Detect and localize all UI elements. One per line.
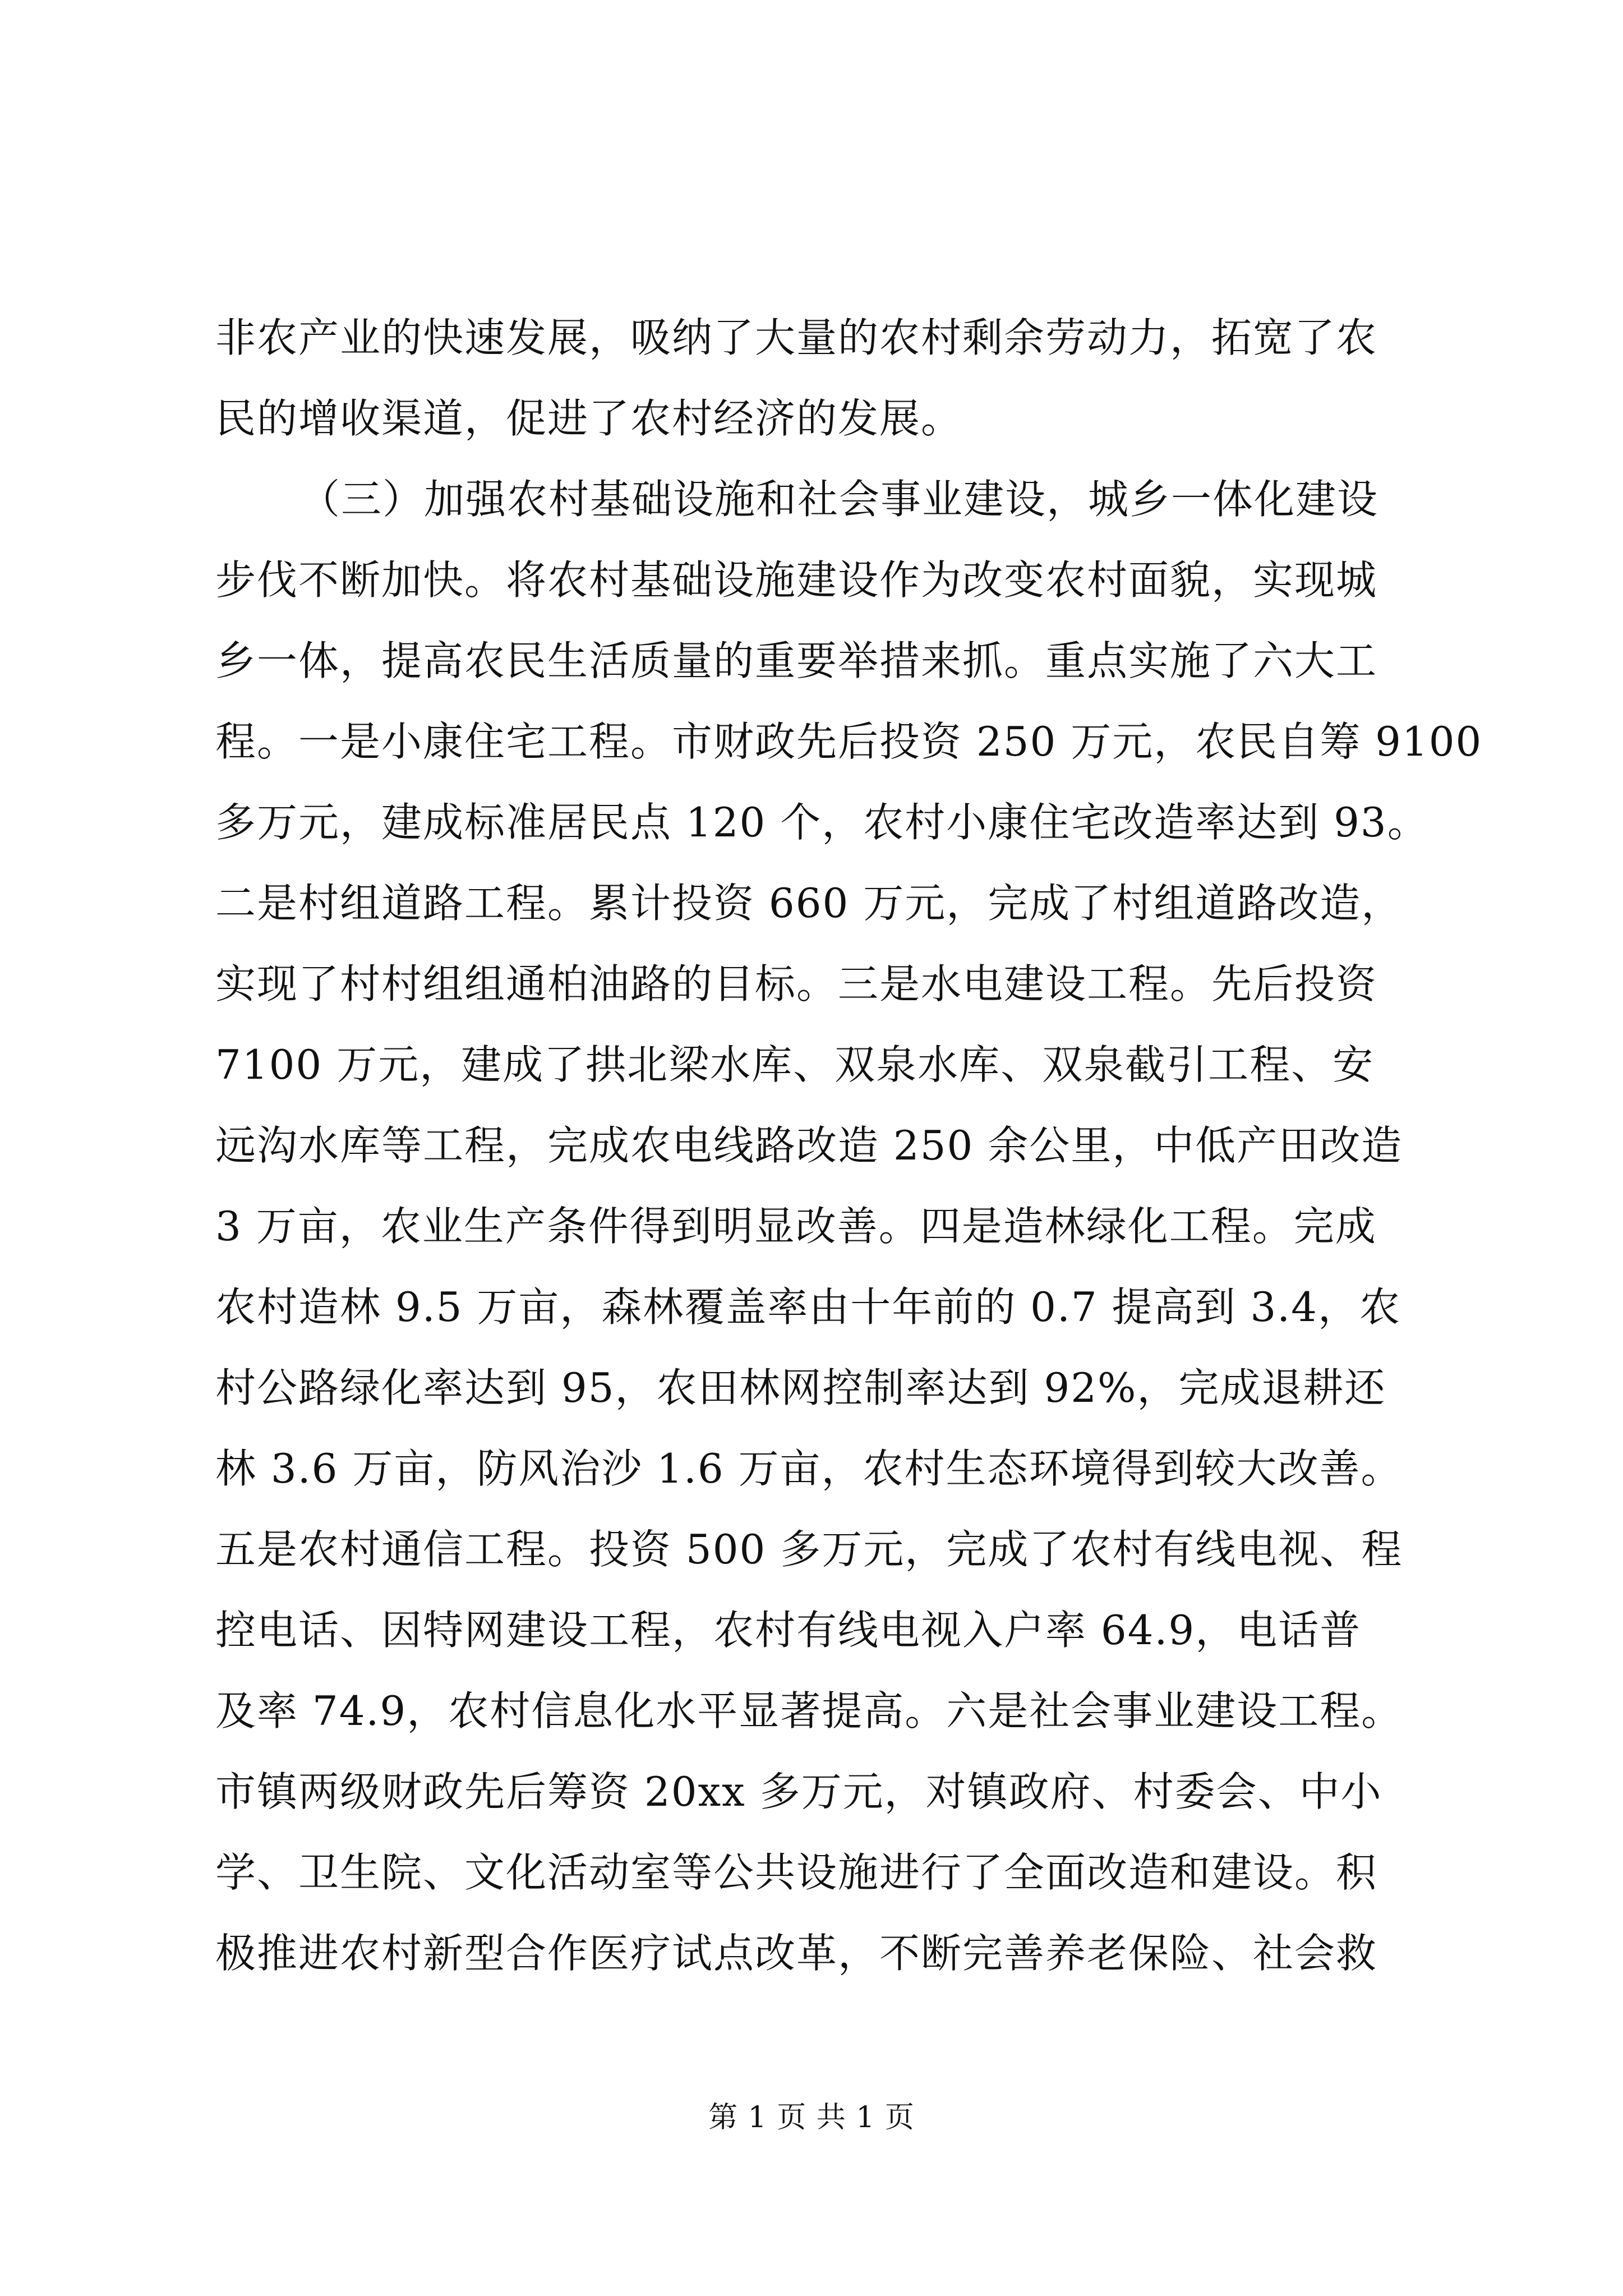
text-line-1: 非农产业的快速发展，吸纳了大量的农村剩余劳动力，拓宽了农 bbox=[215, 314, 1378, 361]
text-line-8: 二是村组道路工程。累计投资 660 万元，完成了村组道路改造， bbox=[215, 880, 1403, 927]
text-line-10: 7100 万元，建成了拱北梁水库、双泉水库、双泉截引工程、安 bbox=[215, 1041, 1375, 1088]
text-line-13: 农村造林 9.5 万亩，森林覆盖率由十年前的 0.7 提高到 3.4，农 bbox=[215, 1283, 1401, 1331]
section-heading-line: （三）加强农村基础设施和社会事业建设，城乡一体化建设 bbox=[299, 476, 1379, 523]
text-line-19: 市镇两级财政先后筹资 20xx 多万元，对镇政府、村委会、中小 bbox=[215, 1768, 1382, 1815]
text-line-18: 及率 74.9，农村信息化水平显著提高。六是社会事业建设工程。 bbox=[215, 1687, 1403, 1734]
text-line-14: 村公路绿化率达到 95，农田林网控制率达到 92%，完成退耕还 bbox=[215, 1364, 1386, 1411]
text-line-4: 步伐不断加快。将农村基础设施建设作为改变农村面貌，实现城 bbox=[215, 556, 1378, 604]
document-body bbox=[215, 297, 1483, 1994]
text-line-21: 极推进农村新型合作医疗试点改革，不断完善养老保险、社会救 bbox=[215, 1930, 1378, 1977]
text-line-7: 多万元，建成标准居民点 120 个，农村小康住宅改造率达到 93。 bbox=[215, 799, 1429, 846]
text-line-20: 学、卫生院、文化活动室等公共设施进行了全面改造和建设。积 bbox=[215, 1849, 1378, 1896]
page-number-footer: 第 1 页 共 1 页 bbox=[708, 2101, 915, 2134]
text-line-9: 实现了村村组组通柏油路的目标。三是水电建设工程。先后投资 bbox=[215, 960, 1378, 1007]
text-line-11: 远沟水库等工程，完成农电线路改造 250 余公里，中低产田改造 bbox=[215, 1122, 1403, 1169]
text-line-16: 五是农村通信工程。投资 500 多万元，完成了农村有线电视、程 bbox=[215, 1526, 1403, 1573]
text-line-6: 程。一是小康住宅工程。市财政先后投资 250 万元，农民自筹 9100 bbox=[215, 718, 1483, 765]
text-line-15: 林 3.6 万亩，防风治沙 1.6 万亩，农村生态环境得到较大改善。 bbox=[215, 1445, 1403, 1492]
text-line-5: 乡一体，提高农民生活质量的重要举措来抓。重点实施了六大工 bbox=[215, 637, 1378, 684]
text-line-12: 3 万亩，农业生产条件得到明显改善。四是造林绿化工程。完成 bbox=[215, 1203, 1377, 1250]
text-line-2: 民的增收渠道，促进了农村经济的发展。 bbox=[215, 395, 963, 442]
text-line-17: 控电话、因特网建设工程，农村有线电视入户率 64.9，电话普 bbox=[215, 1607, 1362, 1654]
